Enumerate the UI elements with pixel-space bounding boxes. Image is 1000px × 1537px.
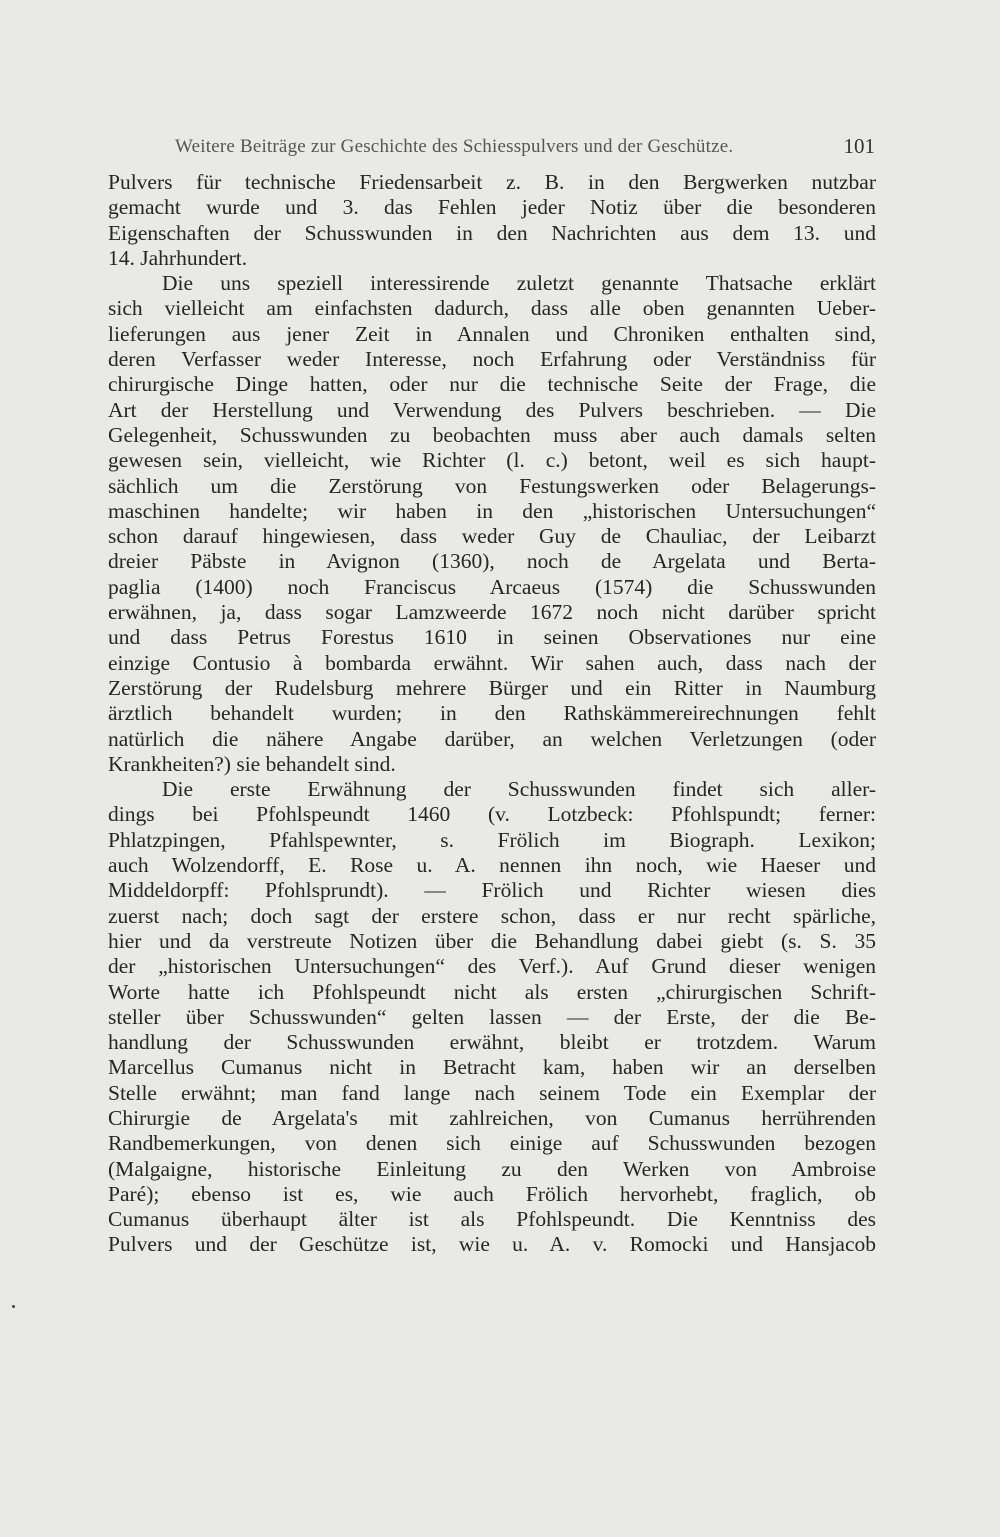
text-line: Stelle erwähnt; man fand lange nach seinem Tode ein Exemplar der — [108, 1080, 876, 1105]
text-line: Gelegenheit, Schusswunden zu beobachten muss aber auch damals selten — [108, 422, 876, 447]
text-line: (Malgaigne, historische Einleitung zu den Werken von Ambroise — [108, 1156, 876, 1181]
text-line: zuerst nach; doch sagt der erstere schon, dass er nur recht spärliche, — [108, 903, 876, 928]
text-line: dreier Päbste in Avignon (1360), noch de Argelata und Berta- — [108, 549, 876, 574]
text-line: Eigenschaften der Schusswunden in den Nachrichten aus dem 13. und — [108, 220, 876, 245]
text-line: Krankheiten?) sie behandelt sind. — [108, 751, 396, 776]
text-line: auch Wolzendorff, E. Rose u. A. nennen ihn noch, wie Haeser und — [108, 853, 876, 878]
text-line: deren Verfasser weder Interesse, noch Erfahrung oder Verständniss für — [108, 347, 876, 372]
text-line: Middeldorpff: Pfohlsprundt). — Frölich und Richter wiesen dies — [108, 878, 876, 903]
text-line: sich vielleicht am einfachsten dadurch, dass alle oben genannten Ueber- — [108, 296, 876, 321]
text-line: Art der Herstellung und Verwendung des Pulvers beschrieben. — Die — [108, 397, 876, 422]
text-line: Paré); ebenso ist es, wie auch Frölich hervorhebt, fraglich, ob — [108, 1181, 876, 1206]
text-line: Phlatzpingen, Pfahlspewnter, s. Frölich im Biograph. Lexikon; — [108, 827, 876, 852]
text-line: maschinen handelte; wir haben in den „historischen Untersuchungen“ — [108, 498, 876, 523]
text-line: lieferungen aus jener Zeit in Annalen und Chroniken enthalten sind, — [108, 321, 876, 346]
text-line: steller über Schusswunden“ gelten lassen — der Erste, der die Be- — [108, 1004, 876, 1029]
text-line: der „historischen Untersuchungen“ des Verf.). Auf Grund dieser wenigen — [108, 954, 876, 979]
text-line: natürlich die nähere Angabe darüber, an welchen Verletzungen (oder — [108, 726, 876, 751]
text-line: hier und da verstreute Notizen über die Behandlung dabei giebt (s. S. 35 — [108, 928, 876, 953]
text-line: Cumanus überhaupt älter ist als Pfohlspeundt. Die Kenntniss des — [108, 1207, 876, 1232]
text-line: und dass Petrus Forestus 1610 in seinen Observationes nur eine — [108, 625, 876, 650]
text-line: erwähnen, ja, dass sogar Lamzweerde 1672 noch nicht darüber spricht — [108, 600, 876, 625]
running-head-title: Weitere Beiträge zur Geschichte des Schiesspulvers und der Geschütze. — [175, 136, 734, 157]
text-line: Randbemerkungen, von denen sich einige auf Schusswunden bezogen — [108, 1131, 876, 1156]
text-line: paglia (1400) noch Franciscus Arcaeus (1574) die Schusswunden — [108, 574, 876, 599]
page-number: 101 — [843, 134, 875, 158]
text-line: Chirurgie de Argelata's mit zahlreichen, von Cumanus herrührenden — [108, 1105, 876, 1130]
body-text — [108, 170, 876, 1258]
text-line: dings bei Pfohlspeundt 1460 (v. Lotzbeck: Pfohlspundt; ferner: — [108, 802, 876, 827]
margin-speck — [12, 1305, 15, 1308]
text-line: schon darauf hingewiesen, dass weder Guy de Chauliac, der Leibarzt — [108, 524, 876, 549]
text-line: handlung der Schusswunden erwähnt, bleibt er trotzdem. Warum — [108, 1030, 876, 1055]
text-line: ärztlich behandelt wurden; in den Rathskämmereirechnungen fehlt — [108, 701, 876, 726]
text-line: gewesen sein, vielleicht, wie Richter (l. c.) betont, weil es sich haupt- — [108, 448, 876, 473]
text-line: Die erste Erwähnung der Schusswunden findet sich aller- — [162, 777, 876, 802]
text-line: 14. Jahrhundert. — [108, 245, 248, 270]
text-line: Pulvers für technische Friedensarbeit z. B. in den Bergwerken nutzbar — [108, 170, 876, 194]
text-line: Marcellus Cumanus nicht in Betracht kam, haben wir an derselben — [108, 1055, 876, 1080]
text-line: gemacht wurde und 3. das Fehlen jeder Notiz über die besonderen — [108, 195, 876, 220]
running-head — [175, 136, 875, 166]
text-line: chirurgische Dinge hatten, oder nur die technische Seite der Frage, die — [108, 372, 876, 397]
text-line: Worte hatte ich Pfohlspeundt nicht als ersten „chirurgischen Schrift- — [108, 979, 876, 1004]
text-line: einzige Contusio à bombarda erwähnt. Wir sahen auch, dass nach der — [108, 650, 876, 675]
text-line: Die uns speziell interessirende zuletzt genannte Thatsache erklärt — [162, 271, 876, 296]
text-line: Pulvers und der Geschütze ist, wie u. A. v. Romocki und Hansjacob — [108, 1232, 876, 1257]
text-line: Zerstörung der Rudelsburg mehrere Bürger und ein Ritter in Naumburg — [108, 675, 876, 700]
text-line: sächlich um die Zerstörung von Festungswerken oder Belagerungs- — [108, 473, 876, 498]
